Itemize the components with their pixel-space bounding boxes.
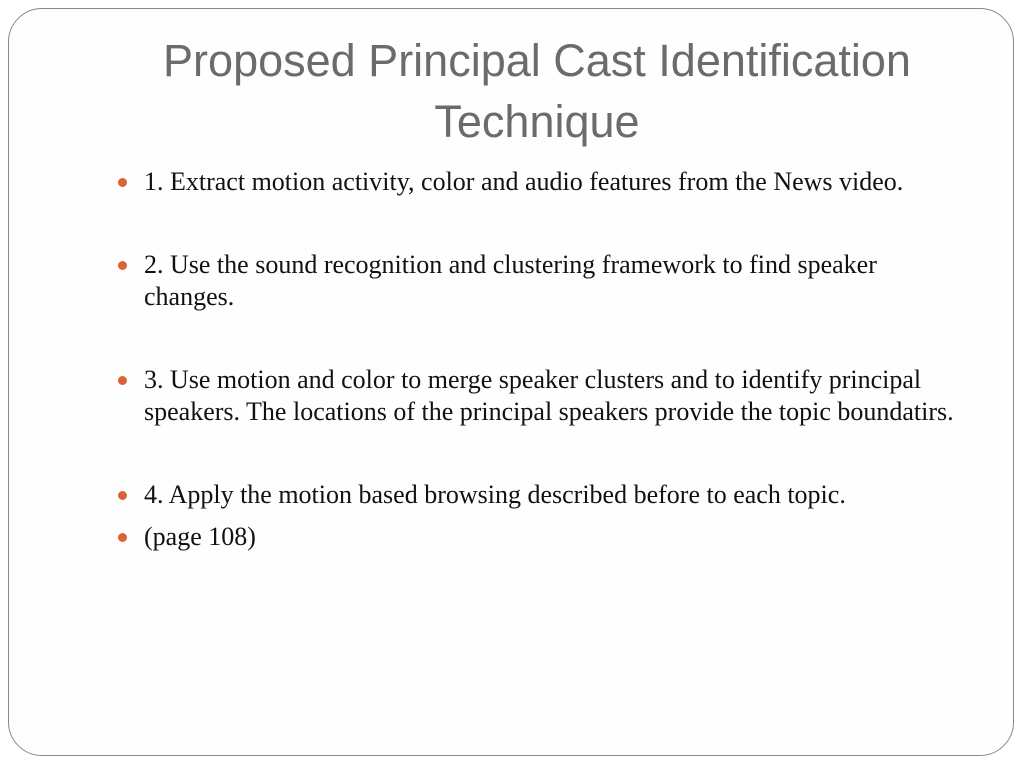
bullet-text-3: 3. Use motion and color to merge speaker clusters and to identify principal speakers. The locations of the principal speakers provide the topic boundatirs.: [144, 365, 954, 426]
bullet-list: [116, 166, 966, 553]
bullet-text-1: 1. Extract motion activity, color and audio features from the News video.: [144, 167, 904, 196]
bullet-dot-icon: [118, 261, 127, 270]
bullet-dot-icon: [118, 491, 127, 500]
bullet-dot-icon: [118, 376, 127, 385]
bullet-item-4: [116, 479, 966, 511]
bullet-item-5: [116, 521, 966, 553]
bullet-item-3: [116, 364, 966, 428]
bullet-item-2: [116, 249, 966, 313]
bullet-text-2: 2. Use the sound recognition and clustering framework to find speaker changes.: [144, 250, 877, 311]
bullet-item-1: [116, 166, 966, 198]
bullet-text-4: 4. Apply the motion based browsing described before to each topic.: [144, 480, 846, 509]
bullet-dot-icon: [118, 533, 127, 542]
slide-title: Proposed Principal Cast Identification Technique: [163, 35, 911, 147]
bullet-dot-icon: [118, 178, 127, 187]
bullet-text-5: (page 108): [144, 522, 256, 551]
